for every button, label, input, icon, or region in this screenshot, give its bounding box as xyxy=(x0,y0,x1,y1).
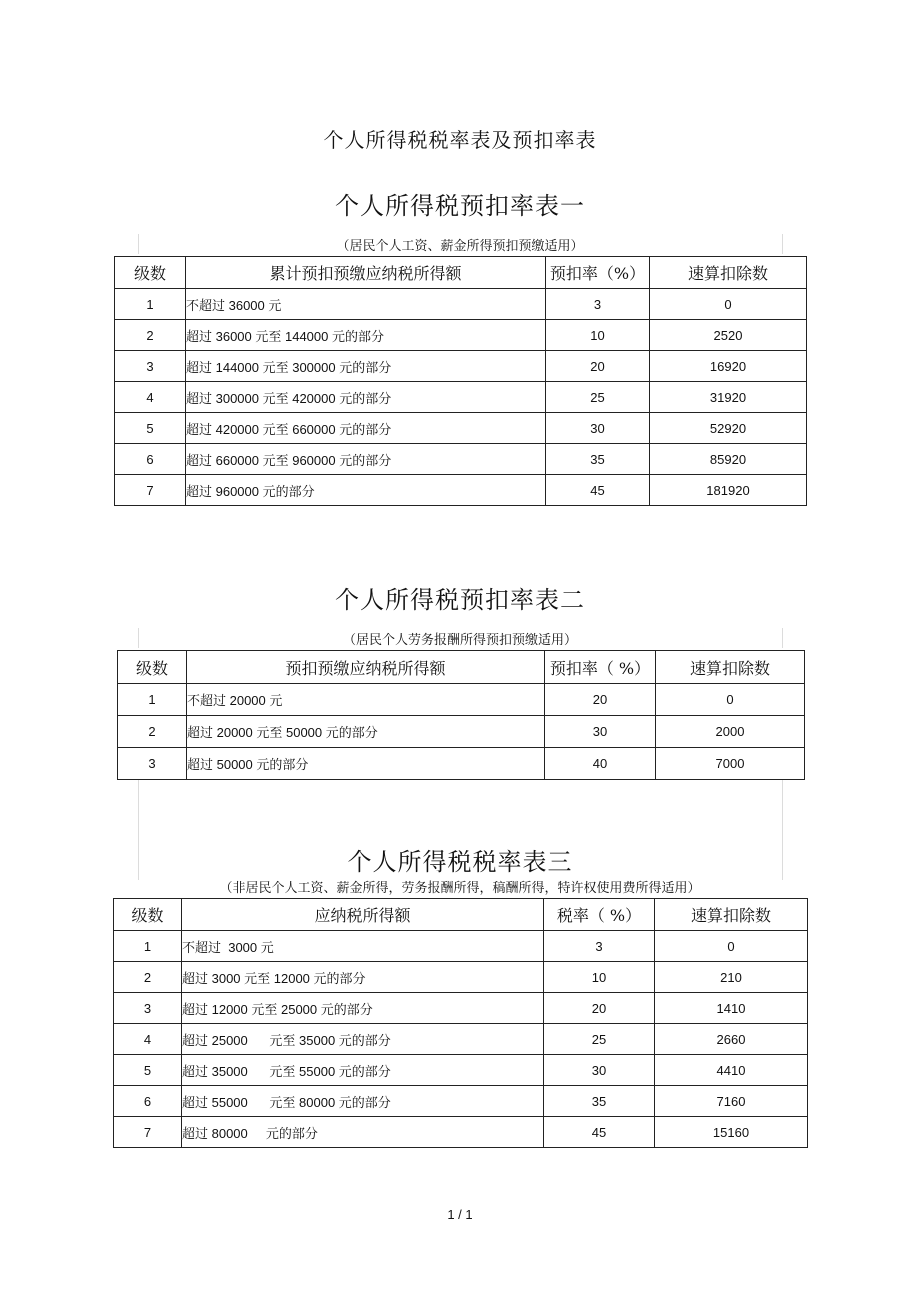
header-cell: 预扣预缴应纳税所得额 xyxy=(187,651,545,684)
cell-rate: 25 xyxy=(544,1024,655,1055)
cell-deduction: 52920 xyxy=(650,413,807,444)
cell-rate: 20 xyxy=(545,684,656,716)
cell-level: 4 xyxy=(114,1024,182,1055)
cell-rate: 45 xyxy=(546,475,650,506)
page-number: 1 / 1 xyxy=(447,1207,473,1222)
cell-rate: 45 xyxy=(544,1117,655,1148)
cell-deduction: 2000 xyxy=(656,716,805,748)
cell-level: 3 xyxy=(114,993,182,1024)
table-row xyxy=(114,1055,808,1086)
cell-level: 3 xyxy=(118,748,187,780)
faint-rule xyxy=(782,628,783,648)
table2-title: 个人所得税预扣率表二 xyxy=(335,586,585,614)
header-cell: 累计预扣预缴应纳税所得额 xyxy=(186,257,546,289)
cell-rate: 30 xyxy=(546,413,650,444)
cell-deduction: 4410 xyxy=(655,1055,808,1086)
table-header-row xyxy=(114,899,808,931)
table1-subtitle: （居民个人工资、薪金所得预扣预缴适用） xyxy=(336,239,584,254)
cell-level: 1 xyxy=(118,684,187,716)
table-row xyxy=(115,351,807,382)
cell-rate: 30 xyxy=(545,716,656,748)
cell-rate: 30 xyxy=(544,1055,655,1086)
table-row xyxy=(114,962,808,993)
header-cell: 预扣率（%） xyxy=(546,257,650,289)
cell-deduction: 7160 xyxy=(655,1086,808,1117)
table1-title: 个人所得税预扣率表一 xyxy=(335,192,585,220)
table-row xyxy=(118,748,805,780)
cell-range: 不超过 20000 元 xyxy=(187,684,545,716)
table-row xyxy=(115,475,807,506)
faint-rule xyxy=(138,628,139,648)
cell-rate: 20 xyxy=(544,993,655,1024)
cell-level: 5 xyxy=(115,413,186,444)
tax-table-2 xyxy=(117,650,805,780)
cell-range: 超过 80000 元的部分 xyxy=(182,1117,544,1148)
document-title: 个人所得税税率表及预扣率表 xyxy=(323,128,597,152)
cell-level: 4 xyxy=(115,382,186,413)
cell-level: 1 xyxy=(114,931,182,962)
table-row xyxy=(118,716,805,748)
cell-rate: 10 xyxy=(544,962,655,993)
table-header-row xyxy=(118,651,805,684)
table-row xyxy=(115,382,807,413)
header-cell: 级数 xyxy=(115,257,186,289)
cell-range: 超过 35000 元至 55000 元的部分 xyxy=(182,1055,544,1086)
cell-level: 7 xyxy=(115,475,186,506)
faint-rule xyxy=(138,234,139,254)
table-header-row xyxy=(115,257,807,289)
cell-deduction: 85920 xyxy=(650,444,807,475)
cell-range: 超过 25000 元至 35000 元的部分 xyxy=(182,1024,544,1055)
cell-rate: 40 xyxy=(545,748,656,780)
cell-level: 1 xyxy=(115,289,186,320)
header-cell: 级数 xyxy=(118,651,187,684)
header-cell: 速算扣除数 xyxy=(650,257,807,289)
table-row xyxy=(114,993,808,1024)
cell-level: 2 xyxy=(115,320,186,351)
cell-deduction: 181920 xyxy=(650,475,807,506)
cell-rate: 35 xyxy=(546,444,650,475)
table-row xyxy=(115,320,807,351)
header-cell: 应纳税所得额 xyxy=(182,899,544,931)
cell-range: 超过 960000 元的部分 xyxy=(186,475,546,506)
cell-level: 5 xyxy=(114,1055,182,1086)
table-row xyxy=(114,1086,808,1117)
cell-deduction: 2520 xyxy=(650,320,807,351)
cell-deduction: 15160 xyxy=(655,1117,808,1148)
cell-range: 超过 20000 元至 50000 元的部分 xyxy=(187,716,545,748)
cell-range: 超过 36000 元至 144000 元的部分 xyxy=(186,320,546,351)
faint-rule xyxy=(782,234,783,254)
tax-table-1 xyxy=(114,256,807,506)
cell-range: 超过 3000 元至 12000 元的部分 xyxy=(182,962,544,993)
cell-rate: 20 xyxy=(546,351,650,382)
table-row xyxy=(115,289,807,320)
cell-rate: 35 xyxy=(544,1086,655,1117)
cell-rate: 10 xyxy=(546,320,650,351)
cell-level: 3 xyxy=(115,351,186,382)
cell-deduction: 0 xyxy=(656,684,805,716)
cell-level: 6 xyxy=(115,444,186,475)
tax-table-3 xyxy=(113,898,808,1148)
table-row xyxy=(114,931,808,962)
header-cell: 级数 xyxy=(114,899,182,931)
table-row xyxy=(118,684,805,716)
cell-deduction: 1410 xyxy=(655,993,808,1024)
cell-range: 超过 420000 元至 660000 元的部分 xyxy=(186,413,546,444)
cell-level: 2 xyxy=(114,962,182,993)
cell-deduction: 31920 xyxy=(650,382,807,413)
cell-range: 超过 12000 元至 25000 元的部分 xyxy=(182,993,544,1024)
cell-deduction: 2660 xyxy=(655,1024,808,1055)
header-cell: 预扣率（ %） xyxy=(545,651,656,684)
cell-deduction: 0 xyxy=(650,289,807,320)
cell-range: 超过 144000 元至 300000 元的部分 xyxy=(186,351,546,382)
cell-rate: 3 xyxy=(546,289,650,320)
cell-level: 6 xyxy=(114,1086,182,1117)
cell-deduction: 16920 xyxy=(650,351,807,382)
cell-rate: 25 xyxy=(546,382,650,413)
header-cell: 速算扣除数 xyxy=(655,899,808,931)
cell-level: 7 xyxy=(114,1117,182,1148)
cell-range: 超过 660000 元至 960000 元的部分 xyxy=(186,444,546,475)
cell-deduction: 7000 xyxy=(656,748,805,780)
cell-range: 不超过 36000 元 xyxy=(186,289,546,320)
table-row xyxy=(115,413,807,444)
cell-range: 超过 300000 元至 420000 元的部分 xyxy=(186,382,546,413)
table-row xyxy=(115,444,807,475)
table2-subtitle: （居民个人劳务报酬所得预扣预缴适用） xyxy=(342,633,577,648)
header-cell: 速算扣除数 xyxy=(656,651,805,684)
cell-range: 不超过 3000 元 xyxy=(182,931,544,962)
table3-subtitle: （非居民个人工资、薪金所得，劳务报酬所得，稿酬所得，特许权使用费所得适用） xyxy=(219,881,701,896)
header-cell: 税率（ %） xyxy=(544,899,655,931)
cell-deduction: 0 xyxy=(655,931,808,962)
cell-level: 2 xyxy=(118,716,187,748)
table-row xyxy=(114,1117,808,1148)
cell-range: 超过 55000 元至 80000 元的部分 xyxy=(182,1086,544,1117)
table3-title: 个人所得税税率表三 xyxy=(347,848,573,876)
cell-deduction: 210 xyxy=(655,962,808,993)
cell-range: 超过 50000 元的部分 xyxy=(187,748,545,780)
cell-rate: 3 xyxy=(544,931,655,962)
table-row xyxy=(114,1024,808,1055)
